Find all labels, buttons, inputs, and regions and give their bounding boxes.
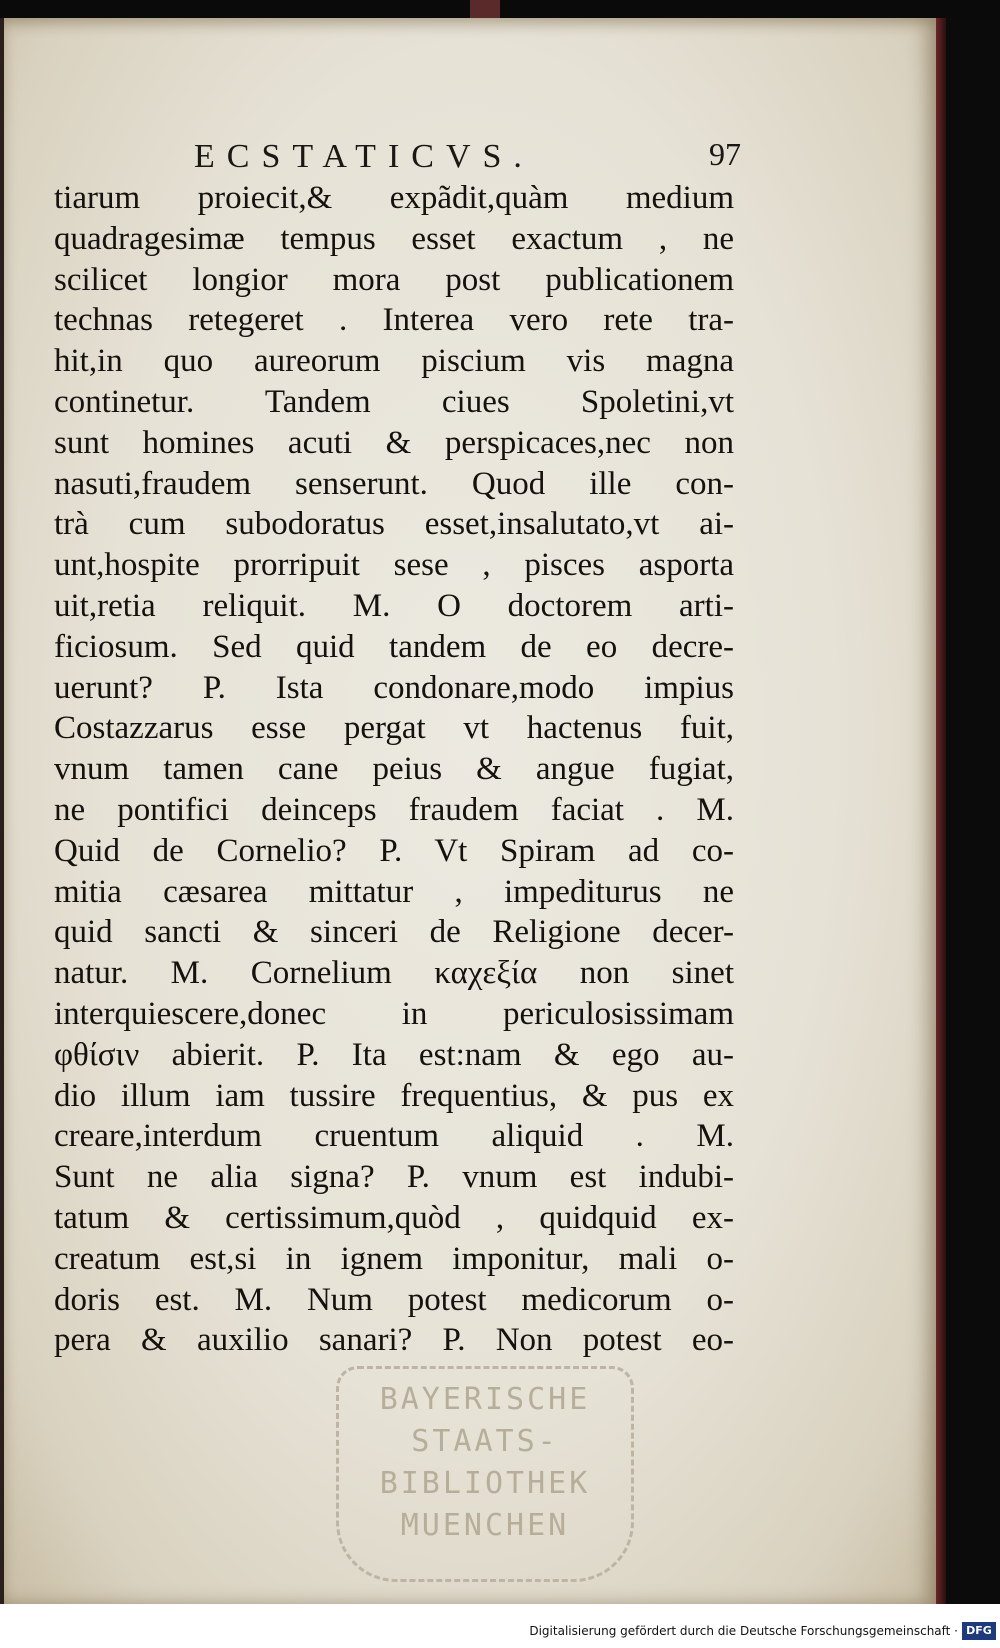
text-line: Sunt ne alia signa? P. vnum est indubi- — [54, 1159, 734, 1196]
text-line: quid sancti & sinceri de Religione decer- — [54, 914, 734, 951]
text-line: scilicet longior mora post publicationem — [54, 261, 734, 298]
text-line: ne pontifici deinceps fraudem faciat . M. — [54, 791, 734, 828]
text-line: pera & auxilio sanari? P. Non potest eo- — [54, 1322, 734, 1359]
footer-bar — [0, 1604, 1000, 1648]
text-line: mitia cæsarea mittatur , impediturus ne — [54, 873, 734, 910]
text-line: interquiescere,donec in periculosissimam — [54, 995, 734, 1032]
text-line: Quid de Cornelio? P. Vt Spiram ad co- — [54, 832, 734, 869]
stamp-line: BAYERISCHE — [379, 1382, 591, 1417]
stamp-line: BIBLIOTHEK — [379, 1466, 591, 1501]
text-line: φθίσιν abierit. P. Ita est:nam & ego au- — [54, 1036, 734, 1073]
text-line: sunt homines acuti & perspicaces,nec non — [54, 424, 734, 461]
scan-top-border — [0, 0, 1000, 18]
text-line: hit,in quo aureorum piscium vis magna — [54, 343, 734, 380]
text-line: nasuti,fraudem senserunt. Quod ille con- — [54, 465, 734, 502]
text-line: uerunt? P. Ista condonare,modo impius — [54, 669, 734, 706]
body-text — [54, 178, 734, 1361]
dfg-logo: DFG — [962, 1622, 996, 1640]
text-line: trà cum subodoratus esset,insalutato,vt ai- — [54, 506, 734, 543]
funding-credit: Digitalisierung gefördert durch die Deutsche Forschungsgemeinschaft · — [529, 1624, 958, 1638]
book-page — [4, 18, 936, 1604]
text-line: creatum est,si in ignem imponitur, mali o- — [54, 1240, 734, 1277]
text-line: continetur. Tandem ciues Spoletini,vt — [54, 383, 734, 420]
text-line: tatum & certissimum,quòd , quidquid ex- — [54, 1199, 734, 1236]
binding-edge — [470, 0, 500, 18]
text-line: unt,hospite prorripuit sese , pisces asporta — [54, 547, 734, 584]
library-stamp — [336, 1366, 634, 1582]
text-line: vnum tamen cane peius & angue fugiat, — [54, 751, 734, 788]
text-line: creare,interdum cruentum aliquid . M. — [54, 1118, 734, 1155]
binding-stripe — [936, 18, 946, 1604]
page-number: 97 — [709, 136, 741, 172]
stamp-line: MUENCHEN — [400, 1508, 570, 1543]
text-line: Costazzarus esse pergat vt hactenus fuit, — [54, 710, 734, 747]
text-line: ficiosum. Sed quid tandem de eo decre- — [54, 628, 734, 665]
running-head: ECSTATICVS. — [194, 138, 534, 175]
text-line: quadragesimæ tempus esset exactum , ne — [54, 220, 734, 257]
text-line: doris est. M. Num potest medicorum o- — [54, 1281, 734, 1318]
text-line: technas retegeret . Interea vero rete tra- — [54, 302, 734, 339]
text-line: natur. M. Cornelium καχεξία non sinet — [54, 955, 734, 992]
text-line: uit,retia reliquit. M. O doctorem arti- — [54, 587, 734, 624]
scan-right-border — [936, 18, 1000, 1604]
text-line: dio illum iam tussire frequentius, & pus ex — [54, 1077, 734, 1114]
stamp-line: STAATS- — [411, 1424, 559, 1459]
text-line: tiarum proiecit,& expãdit,quàm medium — [54, 180, 734, 216]
